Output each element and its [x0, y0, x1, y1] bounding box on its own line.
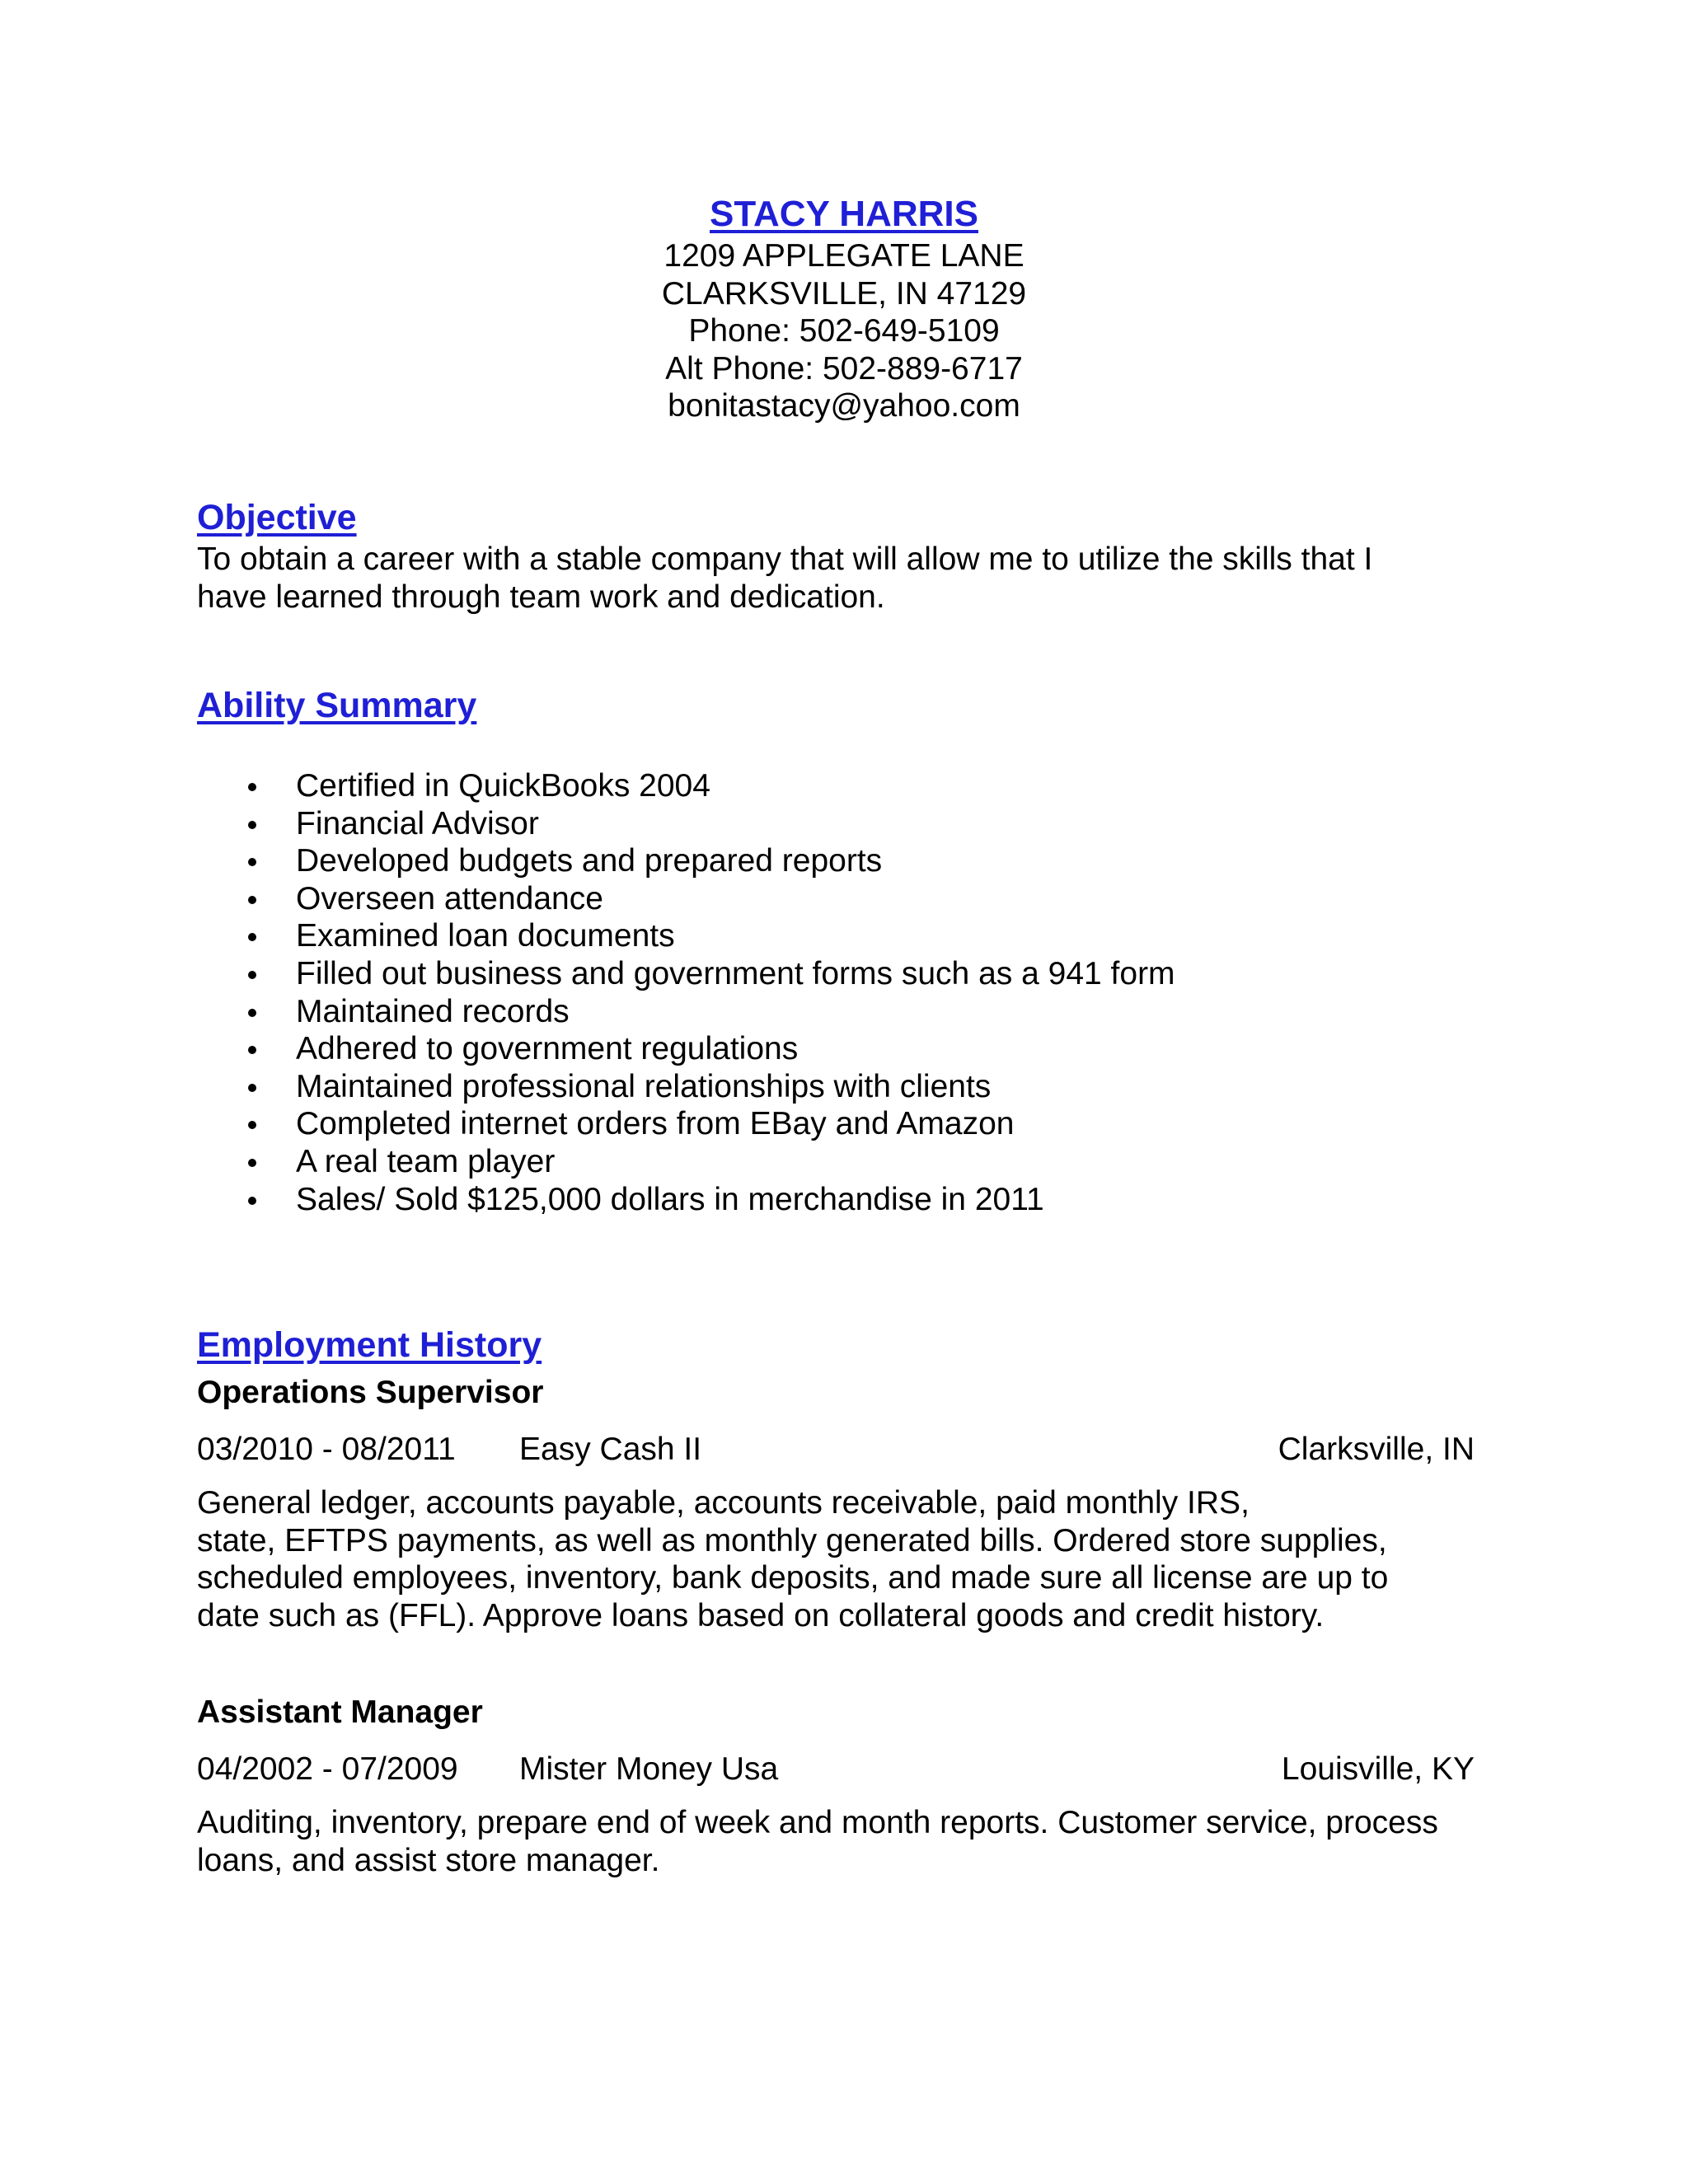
list-item: Completed internet orders from EBay and Amazon	[197, 1105, 1175, 1143]
description-line: loans, and assist store manager.	[197, 1842, 660, 1878]
bullet-icon	[248, 821, 256, 829]
list-item: Filled out business and government forms such as a 941 form	[197, 955, 1175, 993]
ability-summary-heading: Ability Summary	[197, 686, 477, 725]
list-item: Overseen attendance	[197, 880, 1175, 918]
bullet-icon	[248, 1121, 256, 1129]
description-line: date such as (FFL). Approve loans based on collateral goods and credit history.	[197, 1597, 1325, 1633]
list-item: Financial Advisor	[197, 805, 1175, 843]
list-item: Adhered to government regulations	[197, 1030, 1175, 1068]
job-location: Louisville, KY	[1281, 1751, 1475, 1787]
address-line-2: CLARKSVILLE, IN 47129	[661, 275, 1027, 312]
phone: Phone: 502-649-5109	[688, 313, 1000, 349]
bullet-icon	[248, 1159, 256, 1167]
list-item: Maintained professional relationships with clients	[197, 1068, 1175, 1106]
job-location: Clarksville, IN	[1278, 1432, 1475, 1467]
bullet-icon	[248, 971, 256, 979]
job-dates: 03/2010 - 08/2011	[197, 1432, 456, 1467]
job-description	[197, 1804, 1499, 1879]
bullet-icon	[248, 1197, 256, 1205]
job-title: Operations Supervisor	[197, 1375, 544, 1410]
employment-history-heading: Employment History	[197, 1325, 542, 1365]
list-item: A real team player	[197, 1143, 1175, 1181]
contact-header	[0, 191, 1688, 425]
description-line: Auditing, inventory, prepare end of week and month reports. Customer service, process	[197, 1805, 1438, 1840]
description-line: General ledger, accounts payable, accounts receivable, paid monthly IRS,	[197, 1485, 1250, 1521]
bullet-icon	[248, 1046, 256, 1054]
objective-heading: Objective	[197, 498, 357, 537]
bullet-icon	[248, 858, 256, 866]
job-details	[197, 1429, 1475, 1470]
list-item: Sales/ Sold $125,000 dollars in merchandise in 2011	[197, 1181, 1175, 1219]
job-company: Mister Money Usa	[519, 1751, 779, 1787]
list-item: Certified in QuickBooks 2004	[197, 767, 1175, 805]
candidate-name: STACY HARRIS	[710, 194, 978, 234]
alt-phone: Alt Phone: 502-889-6717	[665, 350, 1023, 387]
list-item: Examined loan documents	[197, 917, 1175, 955]
bullet-icon	[248, 896, 256, 904]
job-dates: 04/2002 - 07/2009	[197, 1751, 458, 1787]
job-details	[197, 1749, 1475, 1790]
email: bonitastacy@yahoo.com	[668, 388, 1020, 424]
bullet-icon	[248, 933, 256, 941]
job-description	[197, 1484, 1499, 1634]
bullet-icon	[248, 1009, 256, 1017]
description-line: state, EFTPS payments, as well as monthly generated bills. Ordered store supplies,	[197, 1522, 1387, 1558]
job-company: Easy Cash II	[519, 1432, 702, 1467]
objective-line: have learned through team work and dedication.	[197, 579, 885, 615]
job-title: Assistant Manager	[197, 1694, 483, 1730]
description-line: scheduled employees, inventory, bank deposits, and made sure all license are up to	[197, 1560, 1389, 1596]
bullet-icon	[248, 1084, 256, 1092]
address-line-1: 1209 APPLEGATE LANE	[663, 238, 1025, 274]
objective-line: To obtain a career with a stable company that will allow me to utilize the skills that I	[197, 541, 1373, 577]
list-item: Maintained records	[197, 993, 1175, 1031]
objective-text	[197, 541, 1499, 616]
bullet-icon	[248, 783, 256, 791]
ability-list	[197, 767, 1175, 1218]
list-item: Developed budgets and prepared reports	[197, 842, 1175, 880]
